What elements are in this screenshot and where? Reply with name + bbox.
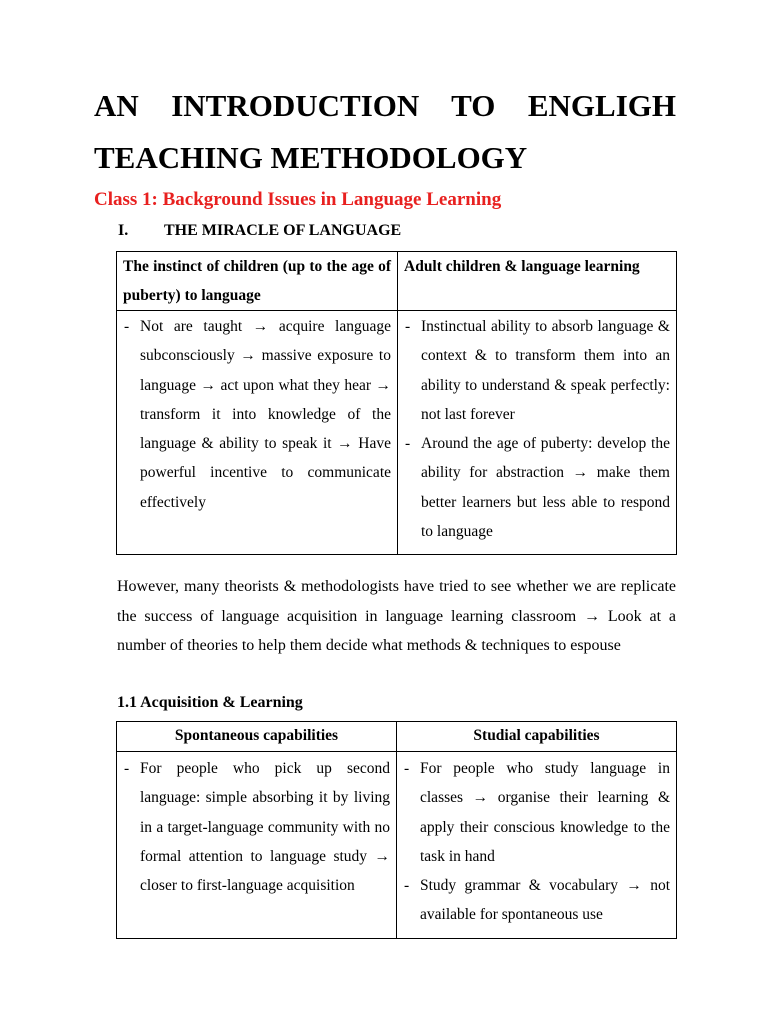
- bullet-text: Around the age of puberty: develop the ability for abstraction → make them better learners but less able to respond to language: [421, 435, 670, 541]
- bullet-text: For people who study language in classes → organise their learning & apply their conscious knowledge to the task in hand: [420, 760, 670, 865]
- table2-right-cell: [397, 752, 677, 939]
- table1-header-children: The instinct of children (up to the age of puberty) to language: [117, 252, 398, 311]
- bullet-item: - Instinctual ability to absorb language & context & to transform them into an ability to understand & speak perfectly: not last forever: [405, 318, 670, 423]
- section-heading: [118, 220, 401, 242]
- bullet-item: - For people who study language in classes → organise their learning & apply their conscious knowledge to the task in hand: [404, 760, 670, 865]
- bullet-text: For people who pick up second language: simple absorbing it by living in a target-language community with no formal attention to language study → closer to first-language acquisition: [140, 760, 390, 895]
- table1-right-cell: [398, 311, 677, 555]
- table2-left-cell: [117, 752, 397, 939]
- bullet-text: Not are taught → acquire language subconsciously → massive exposure to language → act upon what they hear → transform it into knowledge of the language & ability to speak it → Have powerful incentive to communicate effectively: [140, 318, 391, 511]
- bullet-item: - Not are taught → acquire language subconsciously → massive exposure to language → act upon what they hear → transform it into knowledge of the language & ability to speak it → Have powerful incentive to communicate effectively: [124, 318, 391, 511]
- table1-header-adults: Adult children & language learning: [398, 252, 677, 311]
- bullet-text: Study grammar & vocabulary → not available for spontaneous use: [420, 877, 670, 924]
- body-paragraph: However, many theorists & methodologists have tried to see whether we are replicate the success of language acquisition in language learning classroom → Look at a number of theories to help them decide what methods & techniques to espouse: [117, 578, 676, 654]
- acquisition-learning-table: [116, 721, 677, 939]
- table1-left-cell: [117, 311, 398, 555]
- table2-header-spontaneous: Spontaneous capabilities: [117, 722, 397, 752]
- document-title: AN INTRODUCTION TO ENGLIGH TEACHING METHODOLOGY: [94, 88, 676, 175]
- bullet-text: Instinctual ability to absorb language & context & to transform them into an ability to understand & speak perfectly: not last forever: [421, 318, 670, 423]
- bullet-item: - For people who pick up second language: simple absorbing it by living in a target-language community with no formal attention to language study → closer to first-language acquisition: [124, 760, 390, 895]
- miracle-of-language-table: [116, 251, 677, 555]
- table2-header-studial: Studial capabilities: [397, 722, 677, 752]
- subsection-heading: 1.1 Acquisition & Learning: [117, 694, 303, 711]
- section-title: THE MIRACLE OF LANGUAGE: [164, 222, 402, 239]
- bullet-item: - Around the age of puberty: develop the ability for abstraction → make them better learners but less able to respond to language: [405, 435, 670, 541]
- bullet-item: - Study grammar & vocabulary → not available for spontaneous use: [404, 877, 670, 924]
- section-number: I.: [118, 222, 129, 239]
- class-heading: Class 1: Background Issues in Language Learning: [94, 189, 502, 210]
